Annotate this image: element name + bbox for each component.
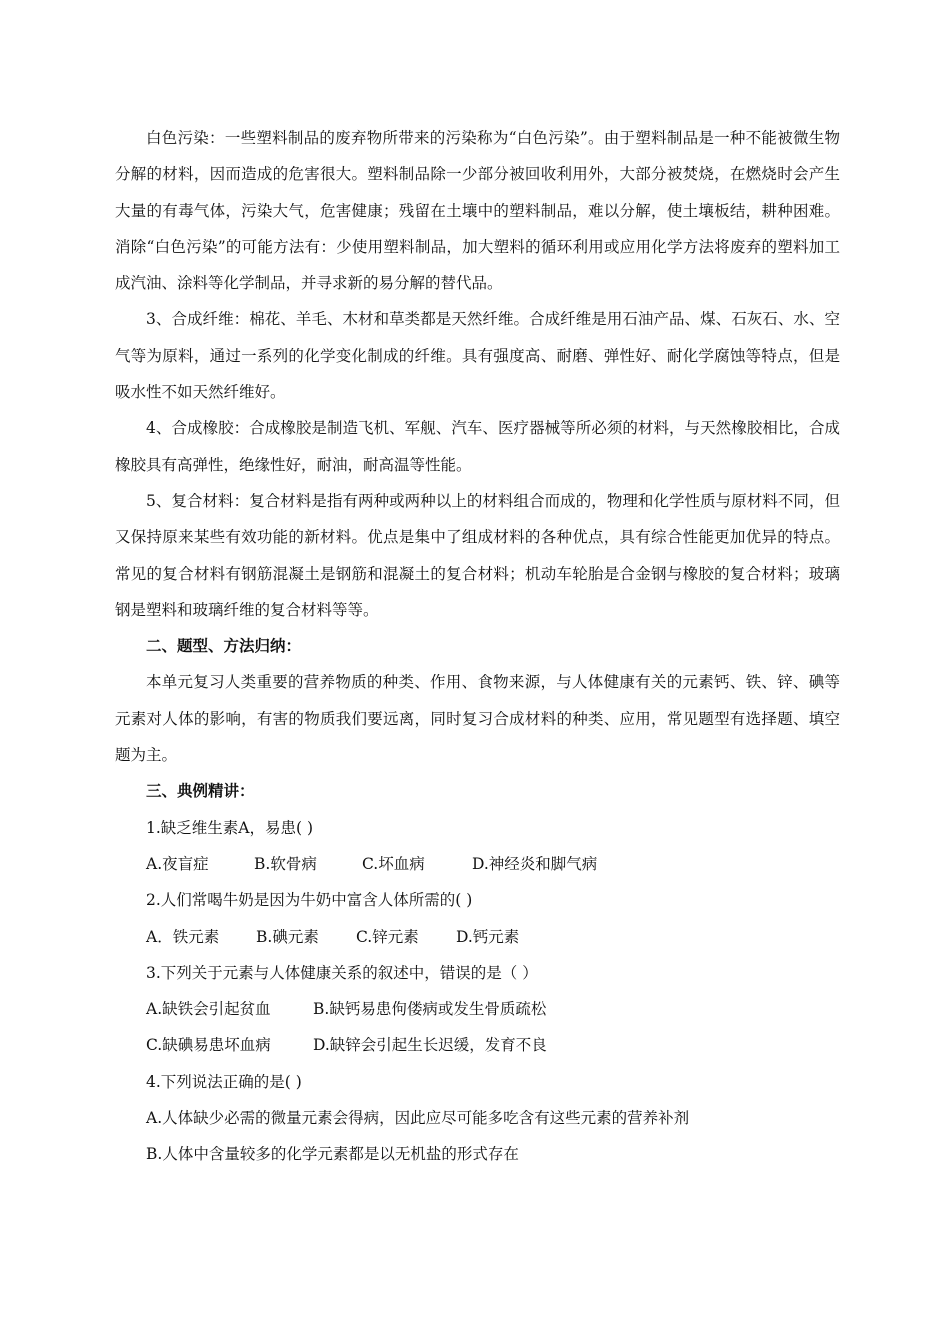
question-1-option-c: C.坏血病 xyxy=(362,854,425,873)
question-3-option-b: B.缺钙易患佝偻病或发生骨质疏松 xyxy=(313,1000,547,1019)
question-2-options xyxy=(115,919,840,955)
question-1-stem: 1.缺乏维生素A，易患( ) xyxy=(146,818,314,837)
question-1-options xyxy=(115,846,840,882)
question-1-option-b: B.软骨病 xyxy=(254,854,317,873)
question-3-stem: 3.下列关于元素与人体健康关系的叙述中，错误的是（ ） xyxy=(146,963,538,982)
paragraph-question-types: 本单元复习人类重要的营养物质的种类、作用、食物来源，与人体健康有关的元素钙、铁、锌、碘等元素对人体的影响，有害的物质我们要远离，同时复习合成材料的种类、应用，常见题型有选择题、填空题为主。 xyxy=(115,673,840,765)
question-1-option-d: D.神经炎和脚气病 xyxy=(472,854,598,873)
question-2-stem: 2.人们常喝牛奶是因为牛奶中富含人体所需的( ) xyxy=(146,891,473,910)
question-3-options-row-1 xyxy=(115,991,840,1027)
question-4-option-a: A.人体缺少必需的微量元素会得病，因此应尽可能多吃含有这些元素的营养补剂 xyxy=(146,1109,690,1128)
question-2-option-d: D.钙元素 xyxy=(456,927,520,946)
question-3-options-row-2 xyxy=(115,1027,840,1063)
question-2-option-c: C.锌元素 xyxy=(356,927,419,946)
question-1-option-a: A.夜盲症 xyxy=(146,854,209,873)
question-2-option-a: A．铁元素 xyxy=(146,927,220,946)
paragraph-white-pollution: 白色污染：一些塑料制品的废弃物所带来的污染称为“白色污染”。由于塑料制品是一种不能被微生物分解的材料，因而造成的危害很大。塑料制品除一少部分被回收利用外，大部分被焚烧，在燃烧时会产生大量的有毒气体，污染大气，危害健康；残留在土壤中的塑料制品，难以分解，使土壤板结，耕种困难。消除“白色污染”的可能方法有：少使用塑料制品，加大塑料的循环利用或应用化学方法将废弃的塑料加工成汽油、涂料等化学制品，并寻求新的易分解的替代品。 xyxy=(115,129,840,293)
paragraph-synthetic-fiber: 3、合成纤维：棉花、羊毛、木材和草类都是天然纤维。合成纤维是用石油产品、煤、石灰石、水、空气等为原料，通过一系列的化学变化制成的纤维。具有强度高、耐磨、弹性好、耐化学腐蚀等特点，但是吸水性不如天然纤维好。 xyxy=(115,310,840,402)
question-3-option-d: D.缺锌会引起生长迟缓，发育不良 xyxy=(313,1036,547,1055)
document-page xyxy=(115,120,840,1173)
question-3-option-c: C.缺碘易患坏血病 xyxy=(146,1036,271,1055)
paragraph-composite-material: 5、复合材料：复合材料是指有两种或两种以上的材料组合而成的，物理和化学性质与原材料不同，但又保持原来某些有效功能的新材料。优点是集中了组成材料的各种优点，具有综合性能更加优异的特点。常见的复合材料有钢筋混凝土是钢筋和混凝土的复合材料；机动车轮胎是合金钢与橡胶的复合材料；玻璃钢是塑料和玻璃纤维的复合材料等等。 xyxy=(115,491,840,619)
section-heading-question-types: 二、题型、方法归纳： xyxy=(146,636,302,656)
question-4-option-b: B.人体中含量较多的化学元素都是以无机盐的形式存在 xyxy=(146,1145,519,1164)
question-4-stem: 4.下列说法正确的是( ) xyxy=(146,1072,302,1091)
section-heading-examples: 三、典例精讲： xyxy=(146,781,255,801)
paragraph-synthetic-rubber: 4、合成橡胶：合成橡胶是制造飞机、军舰、汽车、医疗器械等所必须的材料，与天然橡胶相比，合成橡胶具有高弹性，绝缘性好，耐油，耐高温等性能。 xyxy=(115,419,840,474)
question-3-option-a: A.缺铁会引起贫血 xyxy=(146,1000,271,1019)
question-2-option-b: B.碘元素 xyxy=(256,927,319,946)
